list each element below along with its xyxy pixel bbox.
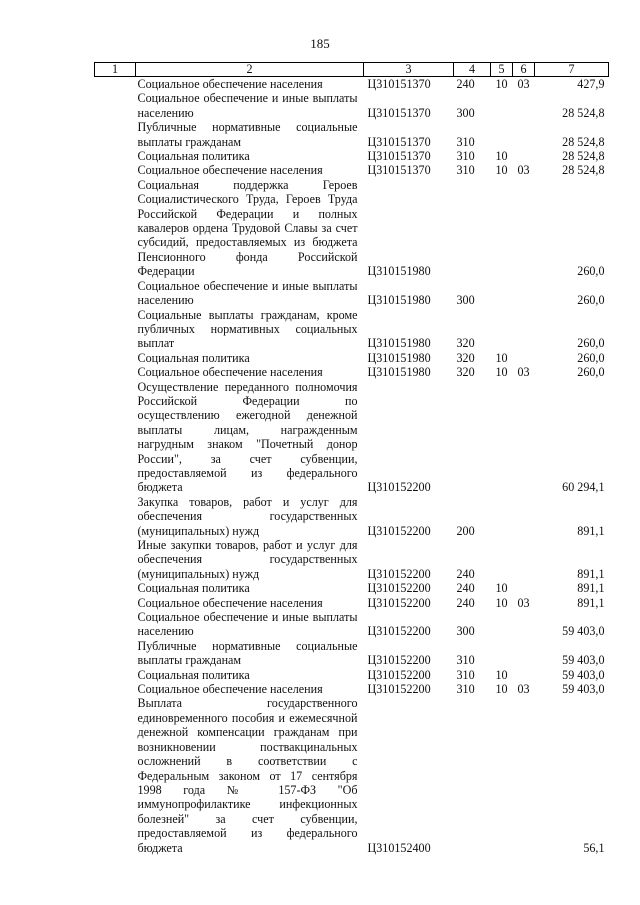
row-expense-type (454, 380, 491, 495)
row-expense-type: 310 (456, 667, 475, 682)
row-subsection (513, 639, 535, 668)
row-expense-type: 320 (456, 336, 475, 351)
row-subsection (513, 149, 535, 163)
row-name: Социальное обеспечение и иные выплаты населению (137, 91, 358, 120)
row-col-1 (95, 120, 136, 149)
row-subsection (513, 120, 535, 149)
table-row (95, 365, 609, 379)
table-row (95, 639, 609, 668)
row-sum: 56,1 (583, 840, 605, 855)
row-expense-type (454, 178, 491, 279)
row-subsection (513, 380, 535, 495)
row-expense-type: 320 (456, 365, 475, 380)
row-col-1 (95, 91, 136, 120)
row-name: Осуществление переданного полномочия Российской Федерации по осуществлению ежегодной денежной выплаты лицам, награжденным нагрудным знаком "Почетный донор России", за счет субвенции, предоставляемой из федерального бюджета (137, 379, 358, 495)
row-name: Социальная политика (137, 350, 250, 365)
row-col-1 (95, 178, 136, 279)
row-section (491, 120, 513, 149)
row-section: 10 (495, 350, 508, 365)
row-code: Ц310151980 (367, 293, 431, 308)
row-subsection: 03 (517, 163, 530, 178)
row-section (491, 696, 513, 854)
row-sum: 427,9 (577, 77, 605, 91)
row-section (491, 279, 513, 308)
header-col-4: 4 (454, 63, 491, 77)
row-section: 10 (495, 682, 508, 697)
row-code: Ц310151980 (367, 365, 431, 380)
row-code: Ц310151370 (367, 149, 431, 164)
row-col-1 (95, 279, 136, 308)
table-row (95, 668, 609, 682)
row-sum: 260,0 (577, 365, 605, 380)
row-name: Социальное обеспечение и иные выплаты населению (137, 278, 358, 308)
row-col-1 (95, 380, 136, 495)
row-col-1 (95, 365, 136, 379)
row-sum: 891,1 (577, 523, 605, 538)
row-col-1 (95, 639, 136, 668)
row-name: Социальное обеспечение населения (137, 595, 323, 610)
row-sum: 260,0 (577, 293, 605, 308)
row-name: Социальная политика (137, 667, 250, 682)
header-col-7: 7 (535, 63, 609, 77)
row-sum: 260,0 (577, 264, 605, 279)
row-col-1 (95, 308, 136, 351)
row-section (491, 91, 513, 120)
table-row (95, 308, 609, 351)
row-code: Ц310152200 (367, 523, 431, 538)
row-subsection (513, 668, 535, 682)
row-subsection (513, 178, 535, 279)
table-row (95, 120, 609, 149)
row-subsection (513, 495, 535, 538)
row-sum: 891,1 (577, 566, 605, 581)
row-name: Закупка товаров, работ и услуг для обеспечения государственных (муниципальных) нужд (137, 494, 358, 538)
table-row (95, 163, 609, 177)
row-name: Публичные нормативные социальные выплаты гражданам (137, 638, 358, 668)
row-sum: 28 524,8 (562, 134, 605, 149)
table-row (95, 581, 609, 595)
row-code: Ц310152200 (367, 682, 431, 697)
row-section (491, 639, 513, 668)
row-section: 10 (495, 163, 508, 178)
row-col-1 (95, 351, 136, 365)
row-code: Ц310152200 (367, 480, 431, 495)
row-expense-type: 200 (456, 523, 475, 538)
header-col-5: 5 (491, 63, 513, 77)
row-col-1 (95, 495, 136, 538)
row-code: Ц310152400 (367, 840, 431, 855)
table-row (95, 380, 609, 495)
row-subsection: 03 (517, 77, 530, 91)
row-expense-type: 310 (456, 134, 475, 149)
row-subsection (513, 696, 535, 854)
row-subsection (513, 308, 535, 351)
table-row (95, 149, 609, 163)
row-expense-type: 300 (456, 624, 475, 639)
page-number: 185 (310, 36, 330, 51)
row-expense-type: 240 (456, 566, 475, 581)
row-expense-type: 310 (456, 682, 475, 697)
row-name: Социальная поддержка Героев Социалистического Труда, Героев Труда Российской Федерации и полных кавалеров ордена Трудовой Славы за счет субсидий, предоставляемых из бюджета Пенсионного фонда Российской Федерации (137, 177, 358, 279)
row-name: Социальные выплаты гражданам, кроме публичных нормативных социальных выплат (137, 307, 358, 351)
row-section (491, 495, 513, 538)
row-code: Ц310151980 (367, 264, 431, 279)
row-sum: 59 403,0 (562, 653, 605, 668)
row-subsection (513, 351, 535, 365)
row-subsection (513, 279, 535, 308)
row-expense-type: 240 (456, 581, 475, 596)
header-col-2: 2 (136, 63, 364, 77)
row-expense-type (454, 696, 491, 854)
row-code: Ц310151370 (367, 163, 431, 178)
row-subsection (513, 581, 535, 595)
table-row (95, 610, 609, 639)
row-name: Социальное обеспечение населения (137, 682, 323, 697)
row-name: Иные закупки товаров, работ и услуг для обеспечения государственных (муниципальных) нужд (137, 538, 358, 581)
table-row (95, 538, 609, 581)
header-col-1: 1 (95, 63, 136, 77)
row-section: 10 (495, 77, 508, 91)
budget-table (94, 62, 609, 855)
row-code: Ц310152200 (367, 566, 431, 581)
row-section (491, 610, 513, 639)
row-subsection: 03 (517, 595, 530, 610)
row-col-1 (95, 682, 136, 696)
row-col-1 (95, 149, 136, 163)
row-subsection (513, 91, 535, 120)
table-row (95, 696, 609, 854)
row-expense-type: 310 (456, 149, 475, 164)
row-code: Ц310152200 (367, 595, 431, 610)
table-row (95, 178, 609, 279)
row-sum: 891,1 (577, 581, 605, 596)
row-col-1 (95, 77, 136, 92)
row-sum: 59 403,0 (562, 682, 605, 697)
row-section: 10 (495, 667, 508, 682)
row-sum: 28 524,8 (562, 163, 605, 178)
row-sum: 260,0 (577, 336, 605, 351)
row-expense-type: 310 (456, 163, 475, 178)
row-subsection: 03 (517, 365, 530, 380)
row-col-1 (95, 668, 136, 682)
row-section: 10 (495, 595, 508, 610)
row-name: Социальное обеспечение населения (137, 77, 323, 91)
row-name: Публичные нормативные социальные выплаты гражданам (137, 120, 358, 149)
row-section (491, 380, 513, 495)
row-col-1 (95, 610, 136, 639)
row-col-1 (95, 581, 136, 595)
row-section: 10 (495, 581, 508, 596)
row-sum: 891,1 (577, 595, 605, 610)
row-sum: 260,0 (577, 350, 605, 365)
table-row (95, 91, 609, 120)
row-sum: 28 524,8 (562, 149, 605, 164)
row-col-1 (95, 163, 136, 177)
table-body (95, 77, 609, 855)
row-code: Ц310151980 (367, 350, 431, 365)
row-section (491, 178, 513, 279)
row-code: Ц310151370 (367, 77, 431, 91)
row-section (491, 538, 513, 581)
row-name: Социальное обеспечение населения (137, 163, 323, 178)
row-section: 10 (495, 149, 508, 164)
row-code: Ц310152200 (367, 667, 431, 682)
header-col-3: 3 (364, 63, 454, 77)
header-col-6: 6 (513, 63, 535, 77)
table-row (95, 596, 609, 610)
row-sum: 60 294,1 (562, 480, 605, 495)
header-row (95, 63, 609, 77)
row-expense-type: 240 (456, 595, 475, 610)
table-row (95, 351, 609, 365)
table-row (95, 279, 609, 308)
table-row (95, 495, 609, 538)
row-code: Ц310152200 (367, 653, 431, 668)
row-col-1 (95, 596, 136, 610)
row-col-1 (95, 696, 136, 854)
row-name: Выплата государственного единовременного пособия и ежемесячной денежной компенсации гражданам при возникновении поствакцинальных осложнений в соответствии с Федеральным законом от 17 сентября 1998 года № 157-ФЗ "Об иммунопрофилактике инфекционных болезней" за счет субвенции, предоставляемой из федерального бюджета (137, 696, 358, 855)
row-subsection: 03 (517, 682, 530, 697)
row-section: 10 (495, 365, 508, 380)
row-name: Социальная политика (137, 149, 250, 164)
table-row (95, 77, 609, 92)
row-code: Ц310152200 (367, 581, 431, 596)
row-expense-type: 240 (456, 77, 475, 91)
row-code: Ц310151370 (367, 105, 431, 120)
row-name: Социальное обеспечение населения (137, 365, 323, 380)
row-code: Ц310151370 (367, 134, 431, 149)
row-code: Ц310151980 (367, 336, 431, 351)
row-col-1 (95, 538, 136, 581)
row-name: Социальное обеспечение и иные выплаты населению (137, 610, 358, 639)
row-subsection (513, 538, 535, 581)
row-sum: 59 403,0 (562, 624, 605, 639)
row-expense-type: 310 (456, 653, 475, 668)
row-expense-type: 320 (456, 350, 475, 365)
row-name: Социальная политика (137, 581, 250, 596)
row-sum: 28 524,8 (562, 105, 605, 120)
row-code: Ц310152200 (367, 624, 431, 639)
row-section (491, 308, 513, 351)
row-expense-type: 300 (456, 105, 475, 120)
row-subsection (513, 610, 535, 639)
row-sum: 59 403,0 (562, 667, 605, 682)
row-expense-type: 300 (456, 293, 475, 308)
table-row (95, 682, 609, 696)
